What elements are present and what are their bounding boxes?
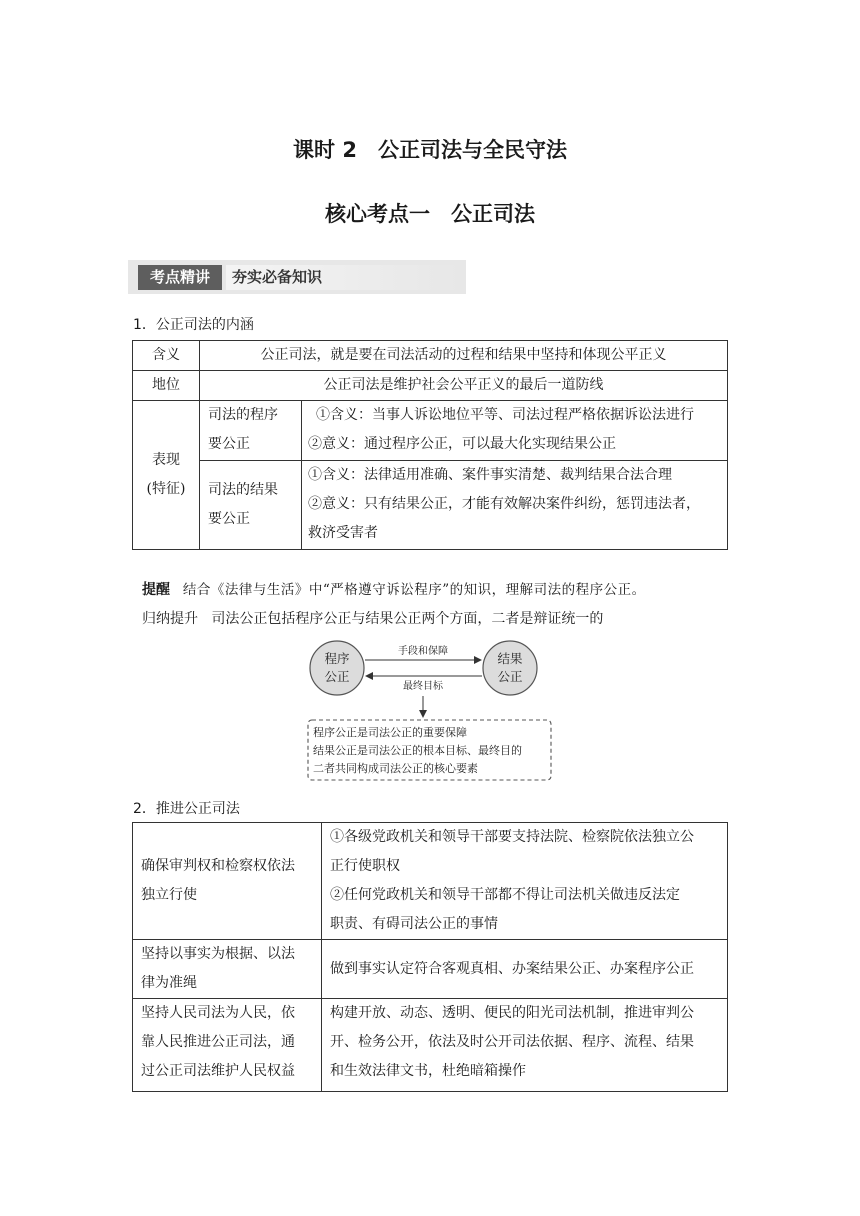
row2-right: 做到事实认定符合客观真相、办案结果公正、办案程序公正 — [322, 940, 728, 999]
row1-right-line: 职责、有碍司法公正的事情 — [330, 916, 498, 932]
result-text-line: ①含义：法律适用准确、案件事实清楚、裁判结果合法合理 — [308, 467, 672, 483]
conclusion-line: 结果公正是司法公正的根本目标、最终目的 — [313, 744, 522, 757]
justice-connotation-table — [132, 340, 728, 550]
procedure-text-line: ②意义：通过程序公正，可以最大化实现结果公正 — [308, 436, 616, 452]
row1-right-line: ②任何党政机关和领导干部都不得让司法机关做违反法定 — [330, 887, 680, 903]
row1-right-line: ①各级党政机关和领导干部要支持法院、检察院依法独立公 — [330, 829, 694, 845]
row1-right-line: 正行使职权 — [330, 858, 400, 874]
procedure-label — [200, 401, 302, 461]
result-label-line: 司法的结果 — [208, 482, 278, 498]
means-arrow-label: 手段和保障 — [398, 646, 448, 657]
result-node-line2: 公正 — [497, 669, 523, 684]
procedure-node — [310, 641, 364, 695]
table-row — [133, 461, 728, 550]
row1-left-line: 确保审判权和检察权依法 — [141, 858, 295, 874]
status-label: 地位 — [133, 371, 200, 401]
row3-left — [133, 999, 322, 1092]
banner-tag: 考点精讲 — [138, 265, 222, 290]
procedure-label-line: 要公正 — [208, 436, 250, 452]
reminder — [142, 578, 646, 599]
row3-left-line: 靠人民推进公正司法，通 — [141, 1034, 295, 1050]
section-banner — [128, 260, 466, 294]
result-node — [483, 641, 537, 695]
row3-left-line: 坚持人民司法为人民，依 — [141, 1005, 295, 1021]
section-title: 核心考点一 公正司法 — [325, 202, 535, 226]
summary-text: 司法公正包括程序公正与结果公正两个方面，二者是辩证统一的 — [211, 611, 604, 627]
conclusion-line: 程序公正是司法公正的重要保障 — [313, 726, 467, 739]
promote-justice-table — [132, 822, 728, 1092]
performance-label — [133, 401, 200, 550]
result-node-line1: 结果 — [497, 651, 523, 666]
row1-right — [322, 823, 728, 940]
performance-label-line: (特征) — [146, 481, 186, 497]
table-row — [133, 371, 728, 401]
performance-label-line: 表现 — [152, 452, 180, 468]
result-text-line: ②意义：只有结果公正，才能有效解决案件纠纷，惩罚违法者， — [308, 496, 700, 512]
row3-right-line: 构建开放、动态、透明、便民的阳光司法机制，推进审判公 — [330, 1005, 694, 1021]
table-row — [133, 341, 728, 371]
justice-relation-diagram — [300, 636, 560, 784]
summary — [142, 608, 603, 628]
table-row — [133, 401, 728, 461]
table-row — [133, 940, 728, 999]
goal-arrow-label: 最终目标 — [403, 681, 443, 692]
banner-subtitle: 夯实必备知识 — [226, 265, 460, 290]
table-row — [133, 999, 728, 1092]
part1-heading: 1．公正司法的内涵 — [133, 317, 254, 333]
meaning-text: 公正司法，就是要在司法活动的过程和结果中坚持和体现公平正义 — [200, 341, 728, 371]
part2-heading: 2．推进公正司法 — [133, 801, 240, 817]
table-row — [133, 823, 728, 940]
row1-left-line: 独立行使 — [141, 887, 197, 903]
row2-left — [133, 940, 322, 999]
conclusion-line: 二者共同构成司法公正的核心要素 — [313, 762, 478, 775]
result-label — [200, 461, 302, 550]
procedure-node-line1: 程序 — [324, 651, 350, 666]
result-label-line: 要公正 — [208, 511, 250, 527]
row3-right-line: 和生效法律文书，杜绝暗箱操作 — [330, 1063, 526, 1079]
row1-left — [133, 823, 322, 940]
procedure-label-line: 司法的程序 — [208, 407, 278, 423]
status-text: 公正司法是维护社会公平正义的最后一道防线 — [200, 371, 728, 401]
summary-label: 归纳提升 — [142, 611, 198, 627]
row3-right — [322, 999, 728, 1092]
reminder-label: 提醒 — [142, 582, 170, 598]
result-text-line: 救济受害者 — [308, 525, 378, 541]
procedure-text — [302, 401, 728, 461]
row2-left-line: 坚持以事实为根据、以法 — [141, 946, 295, 962]
row3-right-line: 开、检务公开，依法及时公开司法依据、程序、流程、结果 — [330, 1034, 694, 1050]
lesson-title: 课时 2 公正司法与全民守法 — [293, 138, 567, 162]
result-text — [302, 461, 728, 550]
meaning-label: 含义 — [133, 341, 200, 371]
row3-left-line: 过公正司法维护人民权益 — [141, 1063, 295, 1079]
row2-left-line: 律为准绳 — [141, 975, 197, 991]
procedure-node-line2: 公正 — [324, 669, 350, 684]
reminder-text: 结合《法律与生活》中“严格遵守诉讼程序”的知识，理解司法的程序公正。 — [182, 582, 646, 598]
procedure-text-line: ①含义：当事人诉讼地位平等、司法过程严格依据诉讼法进行 — [316, 407, 694, 423]
